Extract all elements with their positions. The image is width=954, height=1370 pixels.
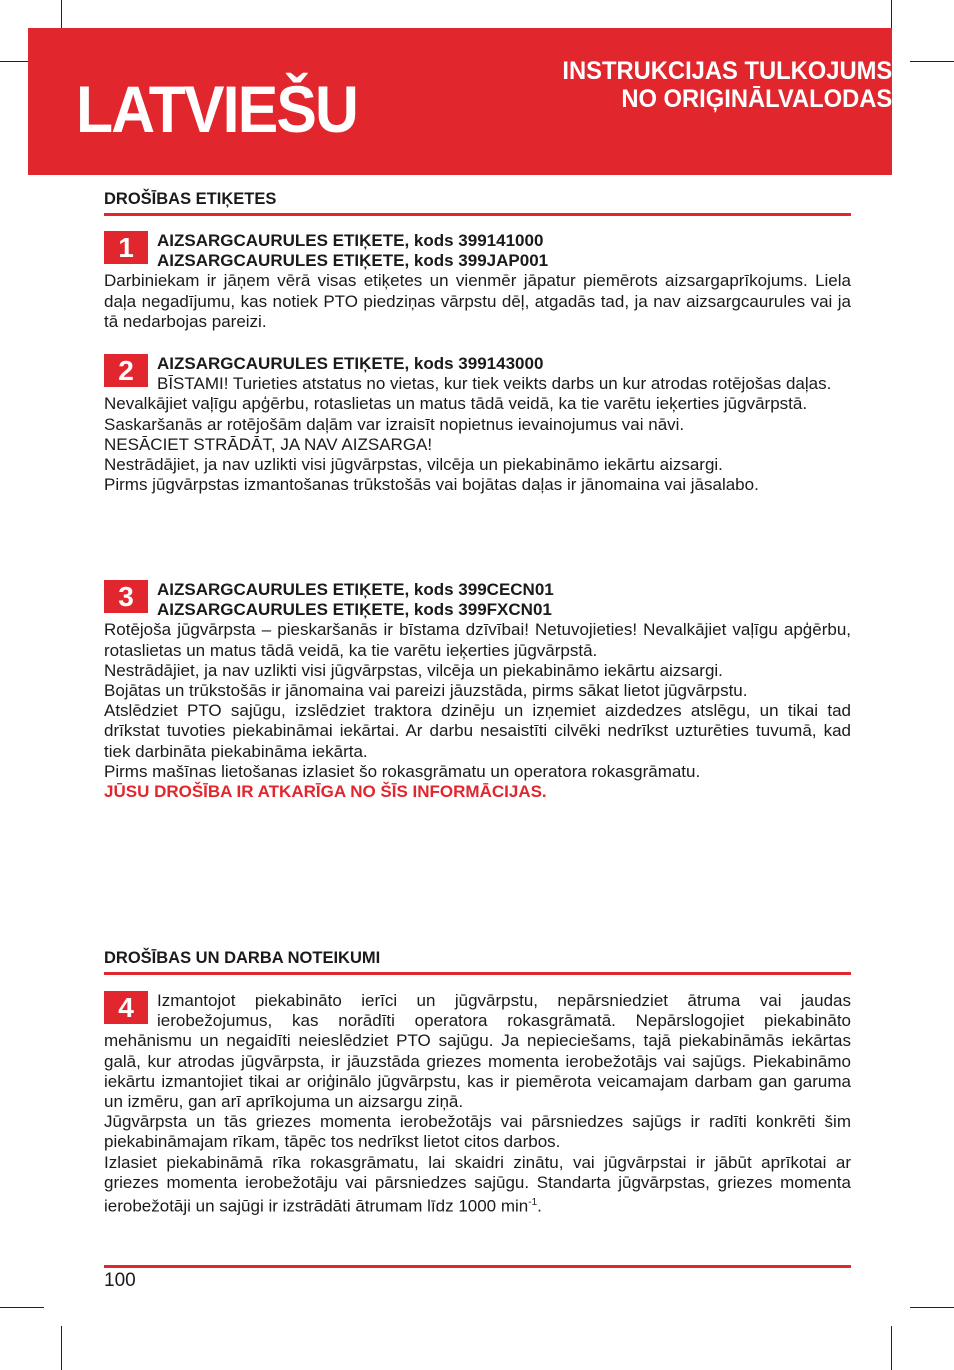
language-title: LATVIEŠU bbox=[76, 72, 358, 146]
item-number-badge: 1 bbox=[104, 231, 148, 264]
item-2-p5: Nestrādājiet, ja nav uzlikti visi jūgvārpstas, vilcēja un piekabināmo iekārtu aizsargi. bbox=[104, 455, 723, 475]
crop-mark bbox=[891, 1326, 892, 1370]
item-2-p4: NESĀCIET STRĀDĀT, JA NAV AIZSARGA! bbox=[104, 434, 433, 454]
item-2-p6: Pirms jūgvārpstas izmantošanas trūkstošās vai bojātas daļas ir jānomaina vai jāsalabo. bbox=[104, 475, 759, 495]
crop-mark bbox=[910, 1307, 954, 1308]
section-title-safety-rules: DROŠĪBAS UN DARBA NOTEIKUMI bbox=[104, 948, 851, 975]
section-title-safety-labels: DROŠĪBAS ETIĶETES bbox=[104, 189, 851, 216]
subtitle-line-2: NO ORIĢINĀLVALODAS bbox=[621, 85, 892, 113]
item-3-p5: Pirms mašīnas lietošanas izlasiet šo rokasgrāmatu un operatora rokasgrāmatu. bbox=[104, 761, 701, 781]
item-1-heading-2: AIZSARGCAURULES ETIĶETE, kods 399JAP001 bbox=[157, 251, 549, 271]
item-number-badge: 3 bbox=[104, 580, 148, 613]
item-3-p3: Bojātas un trūkstošās ir jānomaina vai pareizi jāuzstāda, pirms sākat lietot jūgvārpstu. bbox=[104, 681, 748, 701]
item-2-p2: Nevalkājiet vaļīgu apģērbu, rotaslietas un matus tādā veidā, ka tie varētu ieķerties jūgvārpstā. bbox=[104, 394, 808, 414]
item-3-p1: Rotējoša jūgvārpsta – pieskaršanās ir bīstama dzīvībai! Netuvojieties! Nevalkājiet vaļīgu apģērbu, rotaslietas un matus tādā veidā, ka tie varētu ieķerties jūgvārpstā. bbox=[104, 620, 851, 660]
item-4-p2: Jūgvārpsta un tās griezes momenta ierobežotājs vai pārsniedzes sajūgs ir radīti konkrēti šim piekabināmajam rīkam, tāpēc tos nedrīkst lietot citos darbos. bbox=[104, 1112, 851, 1152]
footer-rule bbox=[104, 1265, 851, 1268]
item-4-p3-text: Izlasiet piekabināmā rīka rokasgrāmatu, lai skaidri zinātu, vai jūgvārpstai ir jābūt aprīkotai ar griezes momenta ierobežotāju vai pārsniedzes sajūgu. Standarta jūgvārpstas, griezes momenta ierobežotāji un sajūgi ir izstrādāti ātrumam līdz 1000 min bbox=[104, 1152, 851, 1216]
header-subtitle bbox=[545, 57, 892, 113]
item-3-p2: Nestrādājiet, ja nav uzlikti visi jūgvārpstas, vilcēja un piekabināmo iekārtu aizsargi. bbox=[104, 660, 723, 680]
item-1 bbox=[104, 231, 851, 332]
item-number-badge: 4 bbox=[104, 991, 148, 1024]
item-1-heading-1: AIZSARGCAURULES ETIĶETE, kods 399141000 bbox=[157, 231, 544, 250]
item-2-p3: Saskaršanās ar rotējošām daļām var izraisīt nopietnus ievainojumus vai nāvi. bbox=[104, 414, 685, 434]
item-2-p1: BĪSTAMI! Turieties atstatus no vietas, kur tiek veikts darbs un kur atrodas rotējošas daļas. bbox=[157, 374, 832, 394]
item-4-p3-sup: -1 bbox=[528, 1197, 538, 1209]
item-2 bbox=[104, 354, 851, 495]
crop-mark bbox=[0, 1307, 44, 1308]
item-number-badge: 2 bbox=[104, 354, 148, 387]
item-4-p3 bbox=[104, 1153, 851, 1217]
item-4-p3-end: . bbox=[537, 1196, 542, 1216]
subtitle-line-1: INSTRUKCIJAS TULKOJUMS bbox=[562, 57, 892, 85]
item-3-heading-2: AIZSARGCAURULES ETIĶETE, kods 399FXCN01 bbox=[157, 600, 552, 620]
crop-mark bbox=[910, 61, 954, 62]
crop-mark bbox=[61, 1326, 62, 1370]
item-1-text: Darbiniekam ir jāņem vērā visas etiķetes un vienmēr jāpatur piemērots aizsargaprīkojums. Liela daļa negadījumu, kas notiek PTO piedziņas vārpstu dēļ, atgadās tad, ja nav aizsargcaurules vai ja tā nedarbojas pareizi. bbox=[104, 271, 851, 331]
item-3-warning: JŪSU DROŠĪBA IR ATKARĪGA NO ŠĪS INFORMĀCIJAS. bbox=[104, 782, 547, 802]
item-4 bbox=[104, 991, 851, 1217]
item-3-heading-1: AIZSARGCAURULES ETIĶETE, kods 399CECN01 bbox=[157, 580, 554, 599]
item-4-p1: Izmantojot piekabināto ierīci un jūgvārpstu, nepārsniedziet ātruma vai jaudas ierobežojumus, kas norādīti operatora rokasgrāmatā. Nepārslogojiet piekabināto mehānismu un negaidīti neieslēdziet PTO sajūgu. Ja nepieciešams, tajā piekabināmās iekārtas galā, kur atrodas jūgvārpsta, ir jāuzstāda griezes momenta ierobežotājs vai sajūgs. Piekabināmo iekārtu izmantojiet tikai ar oriģinālo jūgvārpstu, kas ir piemērota veicamajam darbam gan garuma un izmēru, gan arī aprīkojuma un aizsargu ziņā. bbox=[104, 991, 851, 1112]
page-number: 100 bbox=[104, 1270, 136, 1291]
item-3 bbox=[104, 580, 851, 802]
item-2-heading: AIZSARGCAURULES ETIĶETE, kods 399143000 bbox=[157, 354, 544, 373]
item-3-p4: Atslēdziet PTO sajūgu, izslēdziet traktora dzinēju un izņemiet aizdedzes atslēgu, un tikai tad drīkstat tuvoties piekabināmai iekārtai. Ar darbu nesaistīti cilvēki nedrīkst uzturēties tuvumā, kad tiek darbināta piekabināma iekārta. bbox=[104, 701, 851, 761]
